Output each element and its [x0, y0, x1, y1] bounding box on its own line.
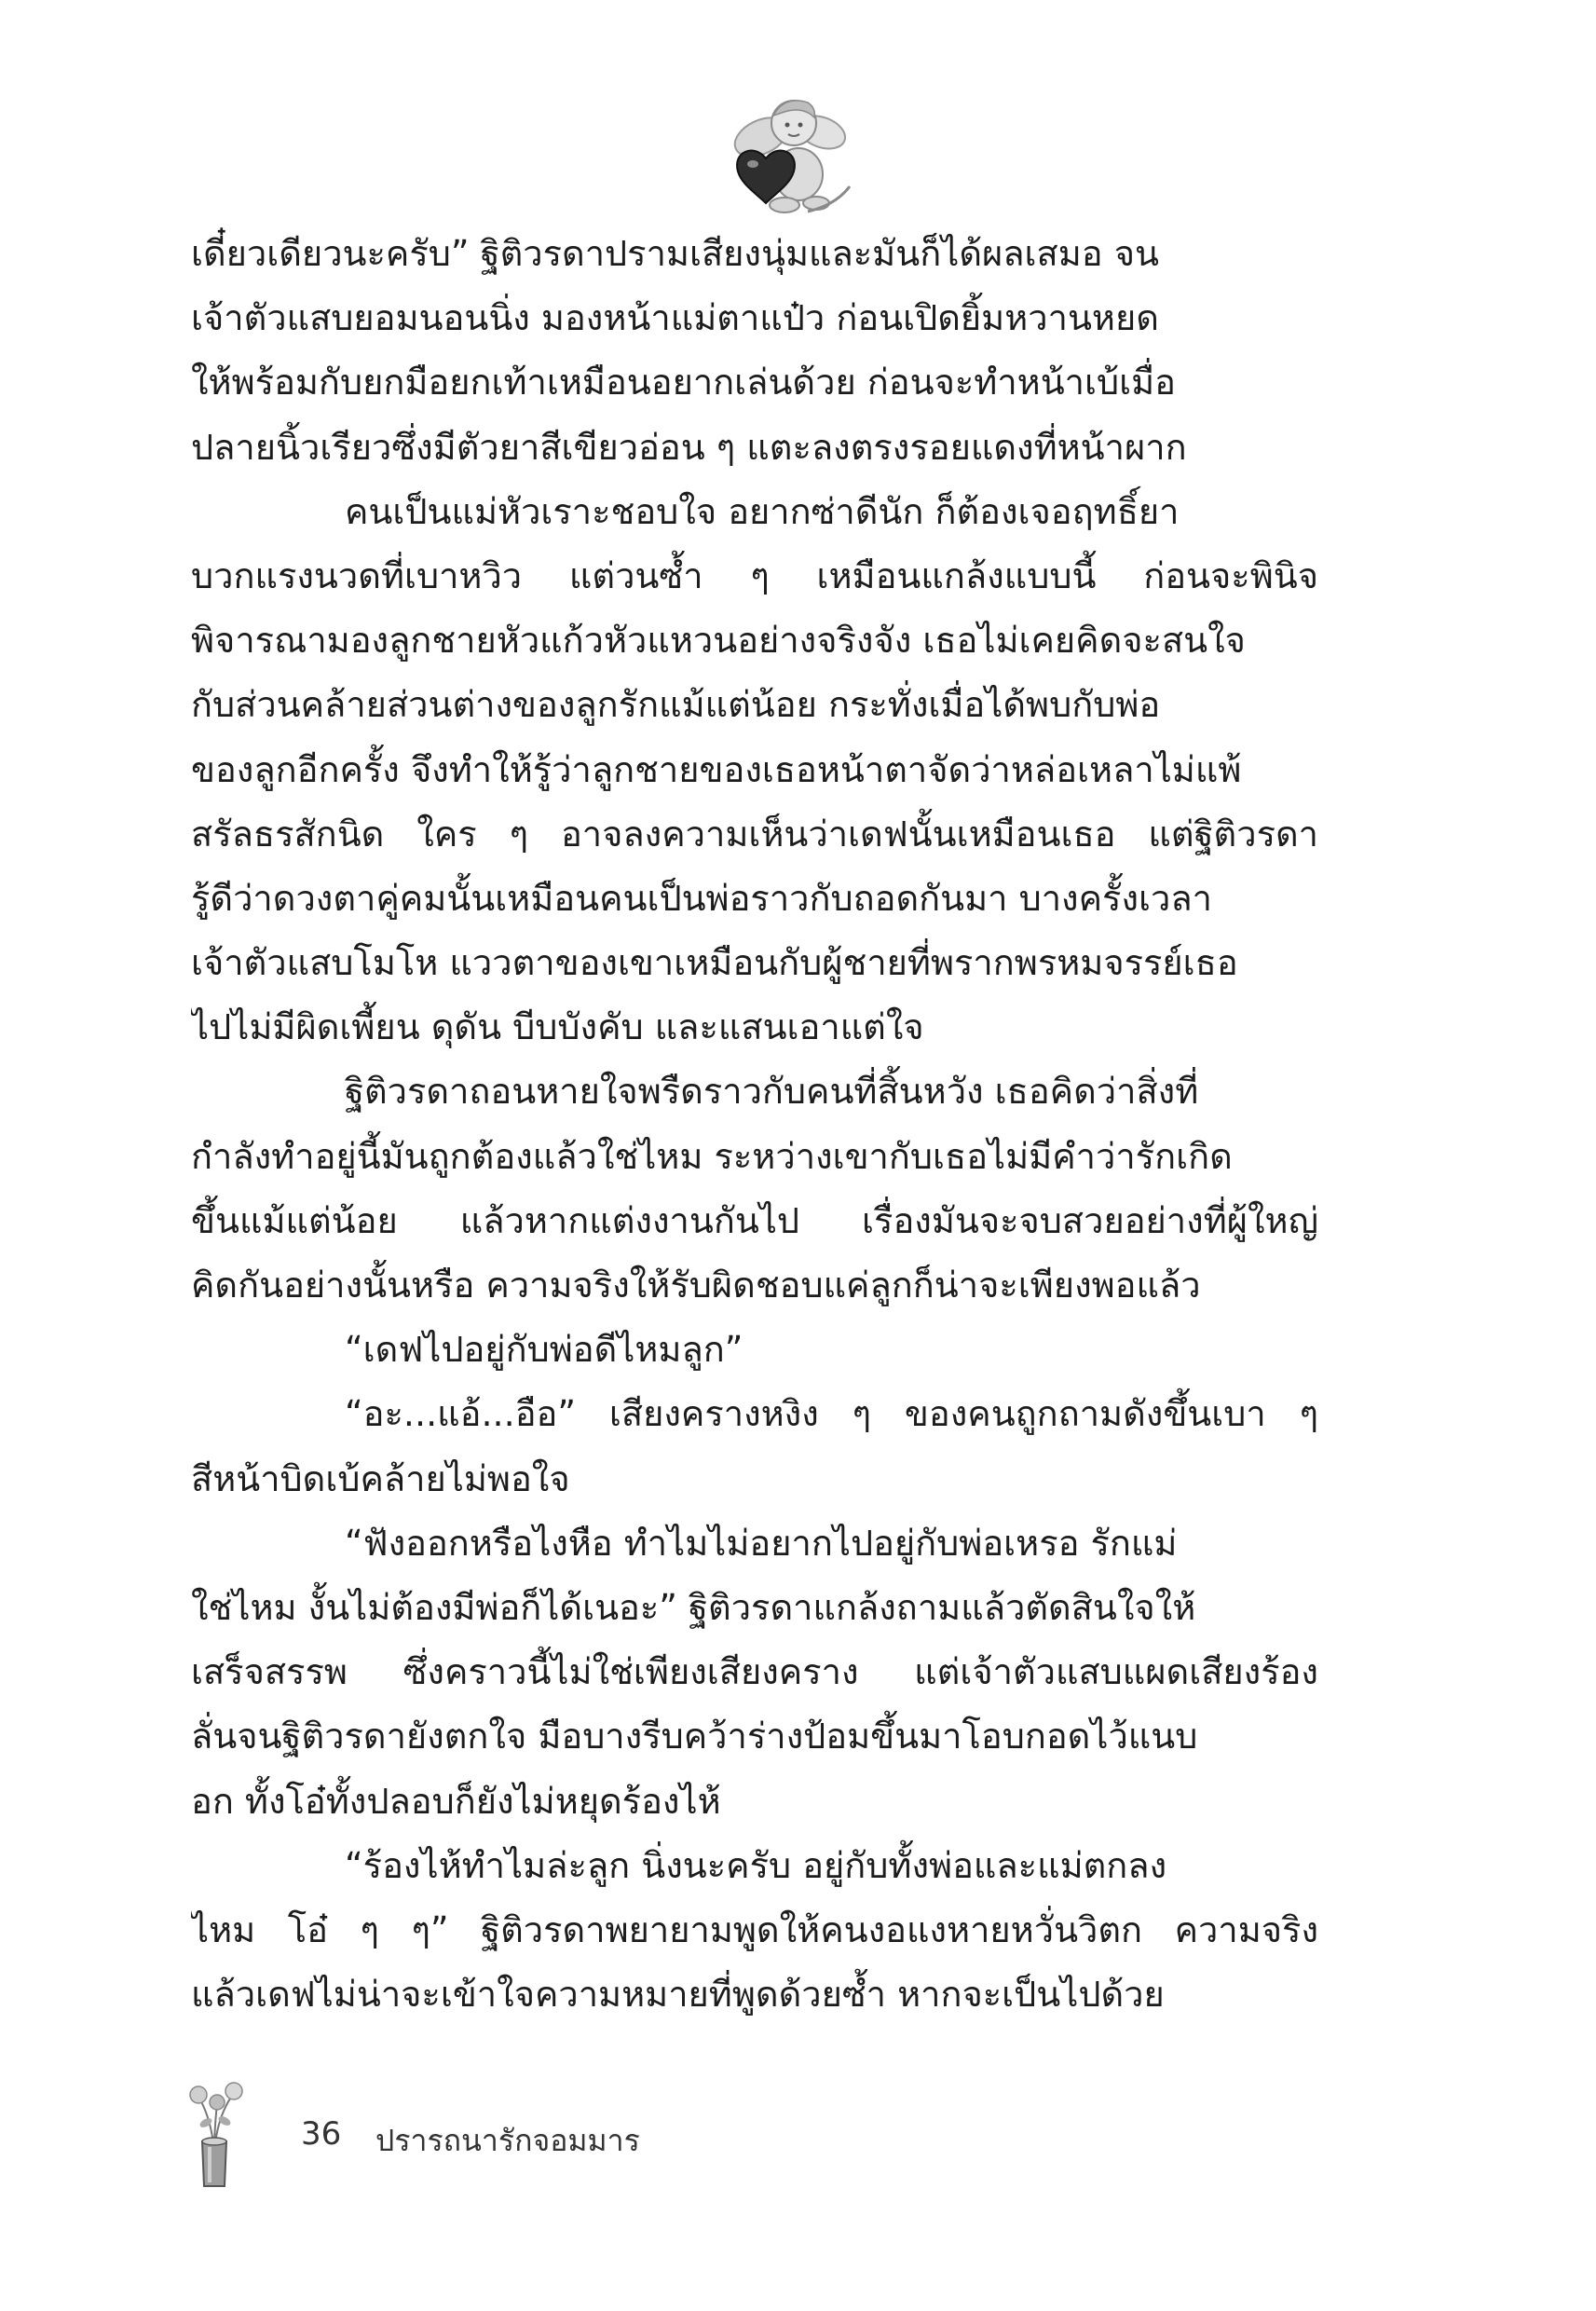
text-line: ลั่นจนฐิติวรดายังตกใจ มือบางรีบคว้าร่างป้อมขึ้นมาโอบกอดไว้แนบ: [191, 1716, 1198, 1757]
text-line: “ฟังออกหรือไงหือ ทำไมไม่อยากไปอยู่กับพ่อเหรอ รักแม่: [345, 1522, 1178, 1564]
text-line: เดี๋ยวเดียวนะครับ” ฐิติวรดาปรามเสียงนุ่มและมันก็ได้ผลเสมอ จน: [191, 233, 1159, 274]
book-title: ปรารถนารักจอมมาร: [375, 2123, 640, 2158]
text-line: พิจารณามองลูกชายหัวแก้วหัวแหวนอย่างจริงจัง เธอไม่เคยคิดจะสนใจ: [191, 620, 1246, 662]
text-line: ไหม โอ๋ ๆ ๆ” ฐิติวรดาพยายามพูดให้คนงอแงหายหวั่นวิตก ความจริง: [191, 1908, 1318, 1950]
text-line: เสร็จสรรพ ซึ่งคราวนี้ไม่ใช่เพียงเสียงคราง แต่เจ้าตัวแสบแผดเสียงร้อง: [191, 1651, 1318, 1693]
text-line: ขึ้นแม้แต่น้อย แล้วหากแต่งงานกันไป เรื่องมันจะจบสวยอย่างที่ผู้ใหญ่: [191, 1199, 1318, 1241]
text-line: บวกแรงนวดที่เบาหวิว แต่วนซ้ำ ๆ เหมือนแกล้งแบบนี้ ก่อนจะพินิจ: [191, 554, 1318, 596]
text-line: “เดฟไปอยู่กับพ่อดีไหมลูก”: [345, 1329, 743, 1371]
text-line: สรัลธรสักนิด ใคร ๆ อาจลงความเห็นว่าเดฟนั้นเหมือนเธอ แต่ฐิติวรดา: [191, 813, 1318, 855]
text-line: สีหน้าบิดเบ้คล้ายไม่พอใจ: [191, 1457, 570, 1499]
text-line: คนเป็นแม่หัวเราะชอบใจ อยากซ่าดีนัก ก็ต้องเจอฤทธิ์ยา: [345, 490, 1180, 532]
text-line: ของลูกอีกครั้ง จึงทำให้รู้ว่าลูกชายของเธอหน้าตาจัดว่าหล่อเหลาไม่แพ้: [191, 748, 1242, 790]
text-line: กำลังทำอยู่นี้มันถูกต้องแล้วใช่ไหม ระหว่างเขากับเธอไม่มีคำว่ารักเกิด: [191, 1135, 1233, 1177]
page-footer: [182, 2078, 741, 2190]
text-line: ให้พร้อมกับยกมือยกเท้าเหมือนอยากเล่นด้วย ก่อนจะทำหน้าเบ้เมื่อ: [191, 362, 1176, 403]
text-line: กับส่วนคล้ายส่วนต่างของลูกรักแม้แต่น้อย กระทั่งเมื่อได้พบกับพ่อ: [191, 684, 1161, 726]
text-line: ใช่ไหม งั้นไม่ต้องมีพ่อก็ได้เนอะ” ฐิติวรดาแกล้งถามแล้วตัดสินใจให้: [191, 1586, 1196, 1628]
text-line: อก ทั้งโอ๋ทั้งปลอบก็ยังไม่หยุดร้องไห้: [191, 1780, 721, 1822]
text-line: เจ้าตัวแสบโมโห แววตาของเขาเหมือนกับผู้ชายที่พรากพรหมจรรย์เธอ: [191, 942, 1238, 984]
text-line: ไปไม่มีผิดเพี้ยน ดุดัน บีบบังคับ และแสนเอาแต่ใจ: [191, 1006, 924, 1048]
body-text: [191, 222, 1318, 2027]
text-line: ปลายนิ้วเรียวซึ่งมีตัวยาสีเขียวอ่อน ๆ แตะลงตรงรอยแดงที่หน้าผาก: [191, 426, 1187, 468]
text-line: รู้ดีว่าดวงตาคู่คมนั้นเหมือนคนเป็นพ่อราวกับถอดกันมา บางครั้งเวลา: [191, 877, 1212, 919]
text-line: “อะ...แอ้...อือ” เสียงครางหงิง ๆ ของคนถูกถามดังขึ้นเบา ๆ: [345, 1393, 1318, 1435]
flower-vase-icon: [182, 2078, 247, 2190]
text-line: ฐิติวรดาถอนหายใจพรืดราวกับคนที่สิ้นหวัง เธอคิดว่าสิ่งที่: [345, 1071, 1199, 1113]
text-line: คิดกันอย่างนั้นหรือ ความจริงให้รับผิดชอบแค่ลูกก็น่าจะเพียงพอแล้ว: [191, 1265, 1201, 1306]
text-line: เจ้าตัวแสบยอมนอนนิ่ง มองหน้าแม่ตาแป๋ว ก่อนเปิดยิ้มหวานหยด: [191, 297, 1159, 339]
cupid-with-heart-icon: [719, 86, 859, 226]
text-line: “ร้องไห้ทำไมล่ะลูก นิ่งนะครับ อยู่กับทั้งพ่อและแม่ตกลง: [345, 1844, 1167, 1886]
text-line: แล้วเดฟไม่น่าจะเข้าใจความหมายที่พูดด้วยซ้ำ หากจะเป็นไปด้วย: [191, 1974, 1165, 2016]
page-number: 36: [301, 2115, 342, 2153]
